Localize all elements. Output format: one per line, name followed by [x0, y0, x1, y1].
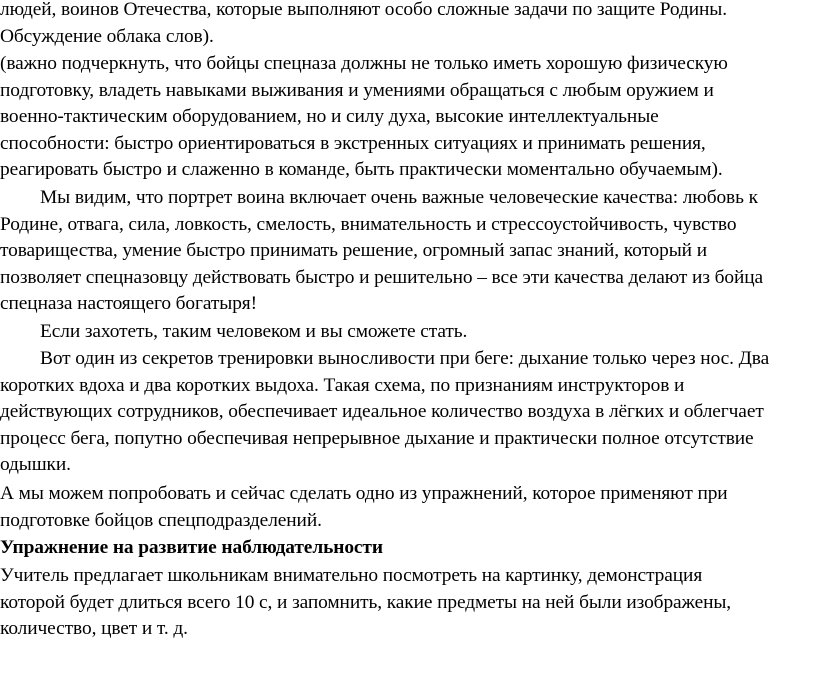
text-line: реагировать быстро и слаженно в команде, быть практически моментально обучаемым).: [0, 159, 723, 181]
secret-paragraph: [0, 346, 816, 479]
text-line: Если захотеть, таким человеком и вы сможете стать.: [40, 321, 468, 342]
text-line: (важно подчеркнуть, что бойцы спецназа должны не только иметь хорошую физическую: [0, 53, 728, 74]
text-line: подготовке бойцов спецподразделений.: [0, 509, 322, 531]
text-line: Обсуждение облака слов).: [0, 25, 214, 47]
text-line: товарищества, умение быстро принимать решение, огромный запас знаний, который и: [0, 240, 707, 262]
exercise-heading: [0, 535, 816, 562]
portrait-paragraph: [0, 185, 816, 318]
exercise-paragraph: [0, 563, 816, 643]
text-line: Вот один из секретов тренировки выносливости при беге: дыхание только через нос. Два: [40, 348, 770, 369]
intro-paragraph: [0, 0, 816, 50]
text-line: Учитель предлагает школьникам внимательно посмотреть на картинку, демонстрация: [0, 565, 703, 586]
text-line: подготовку, владеть навыками выживания и умениями обращаться с любым оружием и: [0, 79, 714, 101]
note-paragraph: [0, 51, 816, 184]
text-line: позволяет спецназовцу действовать быстро и решительно – все эти качества делают из бойца: [0, 266, 764, 288]
text-line: военно-тактическим оборудованием, но и силу духа, высокие интеллектуальные: [0, 106, 659, 128]
text-line: А мы можем попробовать и сейчас сделать одно из упражнений, которое применяют при: [0, 483, 728, 504]
text-line: которой будет длиться всего 10 с, и запомнить, какие предметы на ней были изображены,: [0, 591, 732, 613]
text-line: коротких вдоха и два коротких выдоха. Такая схема, по признаниям инструкторов и: [0, 374, 685, 396]
text-line: людей, воинов Отечества, которые выполняют особо сложные задачи по защите Родины.: [0, 0, 727, 20]
text-line: процесс бега, попутно обеспечивая непрерывное дыхание и практически полное отсутствие: [0, 427, 754, 449]
text-line: количество, цвет и т. д.: [0, 618, 188, 640]
text-line: одышки.: [0, 454, 71, 476]
text-line: способности: быстро ориентироваться в экстренных ситуациях и принимать решения,: [0, 132, 706, 154]
text-line: Родине, отвага, сила, ловкость, смелость, внимательность и стрессоустойчивость, чувство: [0, 213, 737, 235]
wish-paragraph: [0, 319, 816, 346]
try-paragraph: [0, 481, 816, 534]
heading-line: Упражнение на развитие наблюдательности: [0, 537, 383, 558]
text-line: спецназа настоящего богатыря!: [0, 293, 257, 315]
text-line: действующих сотрудников, обеспечивает идеальное количество воздуха в лёгких и облегчает: [0, 401, 764, 423]
text-line: Мы видим, что портрет воина включает очень важные человеческие качества: любовь к: [40, 187, 758, 208]
